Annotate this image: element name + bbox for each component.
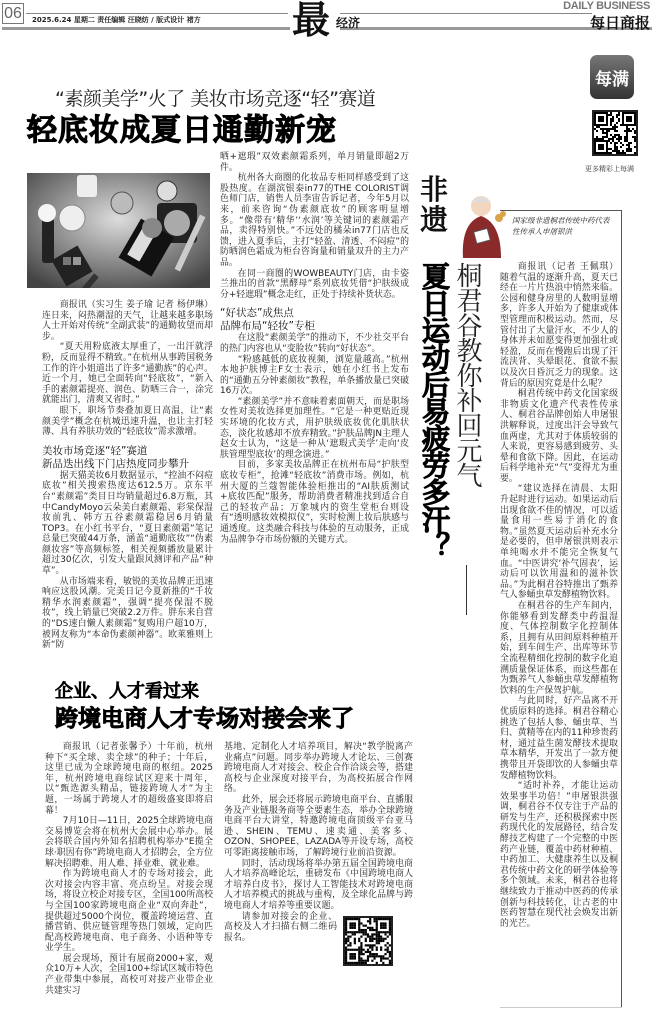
article1-column-2 xyxy=(220,152,409,545)
paragraph: 桐君传统中药文化国家级非物质文化遗产代表性传承人、桐君谷品牌创始人申屠银洪解释说，过度出汗会导致气血两虚，尤其对于体质较弱的人来说，更容易感到疲劳、头晕和食欲下降。因此，在运动后科学地补充“气”变得尤为重要。 xyxy=(500,389,618,484)
qr-caption: 更多精彩上每满 xyxy=(585,165,634,173)
paragraph: 此外，展会还将展示跨境电商平台、直播服务及产业链服务商等全要素生态，举办全球跨境电商平台大讲堂，特邀跨境电商顶级平台亚马逊、SHEIN、TEMU、速卖通、美客多、OZON、SHOPEE、LAZADA等开设专场，高校可零距离接触市场，了解跨境行业前沿资源。 xyxy=(224,794,413,858)
paragraph: 商报讯（记者 王佩琪）随着气温的逐渐升高，夏天已经在一片片热浪中悄然来临。公园和健身房里的人数明显增多，许多人开始为了健康或体型管理而积极运动。然而，尽管付出了大量汗水，不少人的身体并未如愿变得更加强壮或轻盈，反而在慢跑后出现了汗流浃背、头晕眼花、食欲不振以及次日昏沉乏力的现象。这背后的原因究竟是什么呢？ xyxy=(500,262,618,389)
article-subheadline: 桐君谷教你补回元气 xyxy=(452,262,482,487)
cosmetics-photo xyxy=(27,173,210,288)
paragraph: 展会现场，预计有展商2000+家，观众10万+人次，全国100+综试区城市特色产业带集中参展，高校可对接产业带企业共建实习 xyxy=(45,953,213,996)
article3-column-1 xyxy=(45,742,213,996)
paragraph: 晒+遮瑕”双效素颜霜系列，单月销量即超2万件。 xyxy=(220,152,409,173)
page-number: 06 xyxy=(2,3,24,24)
header-rule xyxy=(26,13,288,14)
paragraph: “粉感越低的底妆视频，浏览量越高。”杭州本地护肤博主F女士表示，她在小红书上发布的“通勤五分钟素颜妆”教程，单条播放量已突破16万次。 xyxy=(220,354,409,397)
article2-body xyxy=(500,262,618,929)
header-rule xyxy=(340,13,592,14)
feature-box-border xyxy=(500,1007,622,1008)
paragraph: 从市场端来看，敏锐的美妆品牌正迅速响应这股风潮。完美日记今夏新推的“千妆精华水润素颜霜”，强调“提亮保湿不脱妆”，线上销量已突破2.2万件。胖东来自营的“DS速白懒人素颜霜”复购用户超10万，被网友称为“本命伪素颜神器”。欧莱雅则上新“防 xyxy=(42,576,213,651)
paragraph: 与此同时，好产品离不开优质原料的选择。桐君谷精心挑选了包括人参、蛹虫草、当归、黄精等在内的11种珍贵药材，通过益生菌发酵技术提取草本精华，开发出了一款方便携带且开袋即饮的人参蛹虫草发酵植物饮料。 xyxy=(500,696,618,781)
paragraph: “素颜美学”并不意味着素面朝天，而是职场女性对美妆选择更加理性。“它是一种更贴近现实环境的化妆方式，用护肤级底妆优化肌肤状态，淡化妆感却不放弃精致。”护肤品牌JN主理人赵女士认为，“这是一种从‘遮瑕式美学’走向‘皮肤管理型底妆’的理念演进。” xyxy=(220,396,409,460)
section-subheading: 美妆市场竞逐“轻”赛道 xyxy=(42,444,148,457)
brand-english: DAILY BUSINESS xyxy=(563,0,650,12)
article-subtitle: “素颜美学”火了 美妆市场竞逐“轻”赛道 xyxy=(55,88,376,110)
feature-box-border xyxy=(621,210,622,1008)
paragraph: 基地、定制化人才培养项目，解决“教学脱离产业痛点”问题。同步举办跨境人才论坛、三创赛跨境电商人才对接会、校企合作洽谈会等，搭建高校与企业深度对接平台，为高校拓展合作网络。 xyxy=(224,742,413,795)
paragraph: 7月10日—11日，2025全球跨境电商交易博览会将在杭州大会展中心举办。展会将联合国内外知名招聘机构举办“E揽全球·职因有你”跨境电商人才招聘会，全方位解决招聘难、用人难、择业难、就业难。 xyxy=(45,816,213,869)
paragraph: 眼下，职场节奏叠加夏日高温，让“素颜美学”概念在杭城迅速升温，也让主打轻薄、具有养肤功效的“轻底妆”需求激增。 xyxy=(42,405,213,438)
section-logo: 最 xyxy=(292,0,331,42)
dateline: 2025.6.24 星期二 责任编辑 汪晓纺 / 版式设计 褚方 xyxy=(32,16,201,24)
intangible-heritage-logo: 非遗 xyxy=(420,173,449,236)
section-name: 经济 xyxy=(336,16,361,30)
paragraph: 目前，多家美妆品牌正在杭州布局“护肤型底妆专柜”，抢滩“轻底妆”消费市场。例如，杭州大厦的兰蔻智能体验柜推出的“AI肤质测试+底妆匹配”服务，帮助消费者精准找到适合自己的轻妆产品；万象城内的资生堂柜台则设有“透明感妆效模拟仪”，实时检测上妆后肤感与通透度。这类融合科技与体验的互动服务，正成为品牌争夺市场份额的关键方式。 xyxy=(220,460,409,545)
paragraph: 请参加对接会的企业、高校及人才扫描右侧二维码报名。 xyxy=(224,911,337,943)
section-subheading: 新品迭出线下门店热度同步攀升 xyxy=(42,457,189,470)
paragraph: 据天猫美妆6月数据显示，“控油不闷痘底妆”相关搜索热度达612.5万。京东平台“素颜霜”类目日均销量超过6.8万瓶，其中CandyMoyo云朵美白素颜霜、彩棠保湿妆前乳、韩方五谷素颜霜稳居6月销量TOP3。在小红书平台，“夏日素颜霜”笔记总量已突破44万条，涵盖“通勤底妆”“伪素颜妆容”等高频标签，相关视频播放量累计超过30亿次，引发大量跟风测评和产品“种草”。 xyxy=(42,470,213,577)
paragraph: 在同一商圈的WOWBEAUTY门店，由卡姿兰推出的首款“黑酵母”系列底妆凭借“护肤级成分+轻遮瑕”概念走红，正处于持续补货状态。 xyxy=(220,268,409,300)
paragraph: “适时补养，才能让运动效果事半功倍！”申屠银洪强调，桐君谷不仅专注于产品的研发与生产，还积极探索中医药现代化的发展路径，结合发酵技艺构建了一个完整的中医药产业链，覆盖中药材种植、中药加工、大健康养生以及桐君传统中药文化的研学体验等多个领域。未来，桐君谷也将继续致力于推动中医药的传承创新与科技转化，让古老的中医药智慧在现代社会焕发出新的光芒。 xyxy=(500,781,618,929)
registration-qr-code[interactable] xyxy=(343,916,393,966)
qr-code[interactable] xyxy=(592,110,638,156)
paragraph: “夏天用粉底液太厚重了，一出汗就浮粉，反而显得不精致。”在杭州从事跨国税务工作的许小姐道出了许多“通勤族”的心声。近一个月，她已全面转向“轻底妆”，“新入手的素颜霜提亮、润色、防晒三合一，涂完就能出门，清爽又省时。” xyxy=(42,342,213,406)
paragraph: “建议选择在清晨、太阳升起时进行运动。如果运动后出现食欲不佳的情况，可以适量食用一些易于消化的食物。”虽然夏天运动后补充水分是必要的，但申屠银洪则表示单纯喝水并不能完全恢复气血。“中医讲究‘补气固表’，运动后可以饮用温和的滋补饮品。”为此桐君谷特推出了甄养气人参蛹虫草发酵植物饮料。 xyxy=(500,484,618,601)
paragraph: 同时，活动现场将举办第五届全国跨境电商人才培养高峰论坛，重磅发布《中国跨境电商人才培养白皮书》，探讨人工智能技术对跨境电商人才培养模式的挑战与重构，及全球化品牌与跨境电商人才培养等重要议题。 xyxy=(224,858,413,911)
paragraph: 商报讯（记者张馨予）十年前，杭州种下“买全球、卖全球”的种子；十年后，这里已成为全球跨境电商的枢纽。2025年，杭州跨境电商综试区迎来十周年，以“甄选源头精品，链接跨境人才”为主题，一场属于跨境人才的超级盛宴即将启幕！ xyxy=(45,742,213,816)
article-headline: 跨境电商人才专场对接会来了 xyxy=(55,706,354,732)
article-headline: 轻底妆成夏日通勤新宠 xyxy=(27,113,337,148)
paragraph: 作为跨境电商人才的专场对接会，此次对接会内容丰富、亮点纷呈。对接会现场，将设立校企对接专区，全国100所高校与全国100家跨境电商企业“双向奔赴”，提供超过5000个岗位，覆盖跨境运营、直播营销、供应链管理等热门领域，定向匹配高校跨境电商、电子商务、小语种等专业学生。 xyxy=(45,869,213,954)
divider xyxy=(466,565,467,615)
section-subheading: “好状态”成焦点 xyxy=(220,307,294,320)
inheritor-illustration xyxy=(455,188,507,258)
paragraph: 在这股“素颜美学”的推动下，不少社交平台的热门内容也从“变脸妆”转向“好状态”。 xyxy=(220,333,409,354)
article3-column-2 xyxy=(224,742,413,966)
article-headline: 夏日运动后易疲劳多汗？ xyxy=(418,262,451,559)
illustration-caption: 国家级非遗桐君传统中药代表性传承人申屠银洪 xyxy=(512,216,610,236)
paragraph: 杭州各大商圈的化妆品专柜同样感受到了这股热度。在湖滨银泰in77的THE COLORIST调色师门店，销售人员李宙告诉记者，今年5月以来，前来咨询“伪素颜底妆”的顾客明显增多。“像带有‘精华’‘水润’等关键词的素颜霜产品，卖得特别快。”不远处的橘朵in77门店也反馈，进入夏季后，主打“轻盈、清透、不闷痘”的防晒润色霜成为柜台咨询量和销量双升的主力产品。 xyxy=(220,173,409,268)
app-icon[interactable]: 每满 xyxy=(590,55,634,99)
paragraph: 商报讯（实习生 姜子瑜 记者 杨伊琳）连日来，闷热潮湿的天气，让越来越多职场人士开始对传统“全副武装”的通勤妆望而却步。 xyxy=(42,300,213,342)
header-rule xyxy=(2,27,290,30)
article-kicker: 企业、人才看过来 xyxy=(55,681,199,702)
paragraph: 在桐君谷的生产车间内，你能够看到发酵类中药温湿度、气体控制数字化控制体系，且拥有从田间原料种植开始，到车间生产、出库等环节全流程精细化控制的数字化追溯质量保证体系，而这些都在为甄养气人参蛹虫草发酵植物饮料的生产保驾护航。 xyxy=(500,601,618,696)
section-subheading: 品牌布局“轻妆”专柜 xyxy=(220,320,315,333)
brand-chinese: 每日商报 xyxy=(589,14,650,32)
article1-column-1 xyxy=(42,300,213,651)
feature-box-border xyxy=(500,210,622,211)
